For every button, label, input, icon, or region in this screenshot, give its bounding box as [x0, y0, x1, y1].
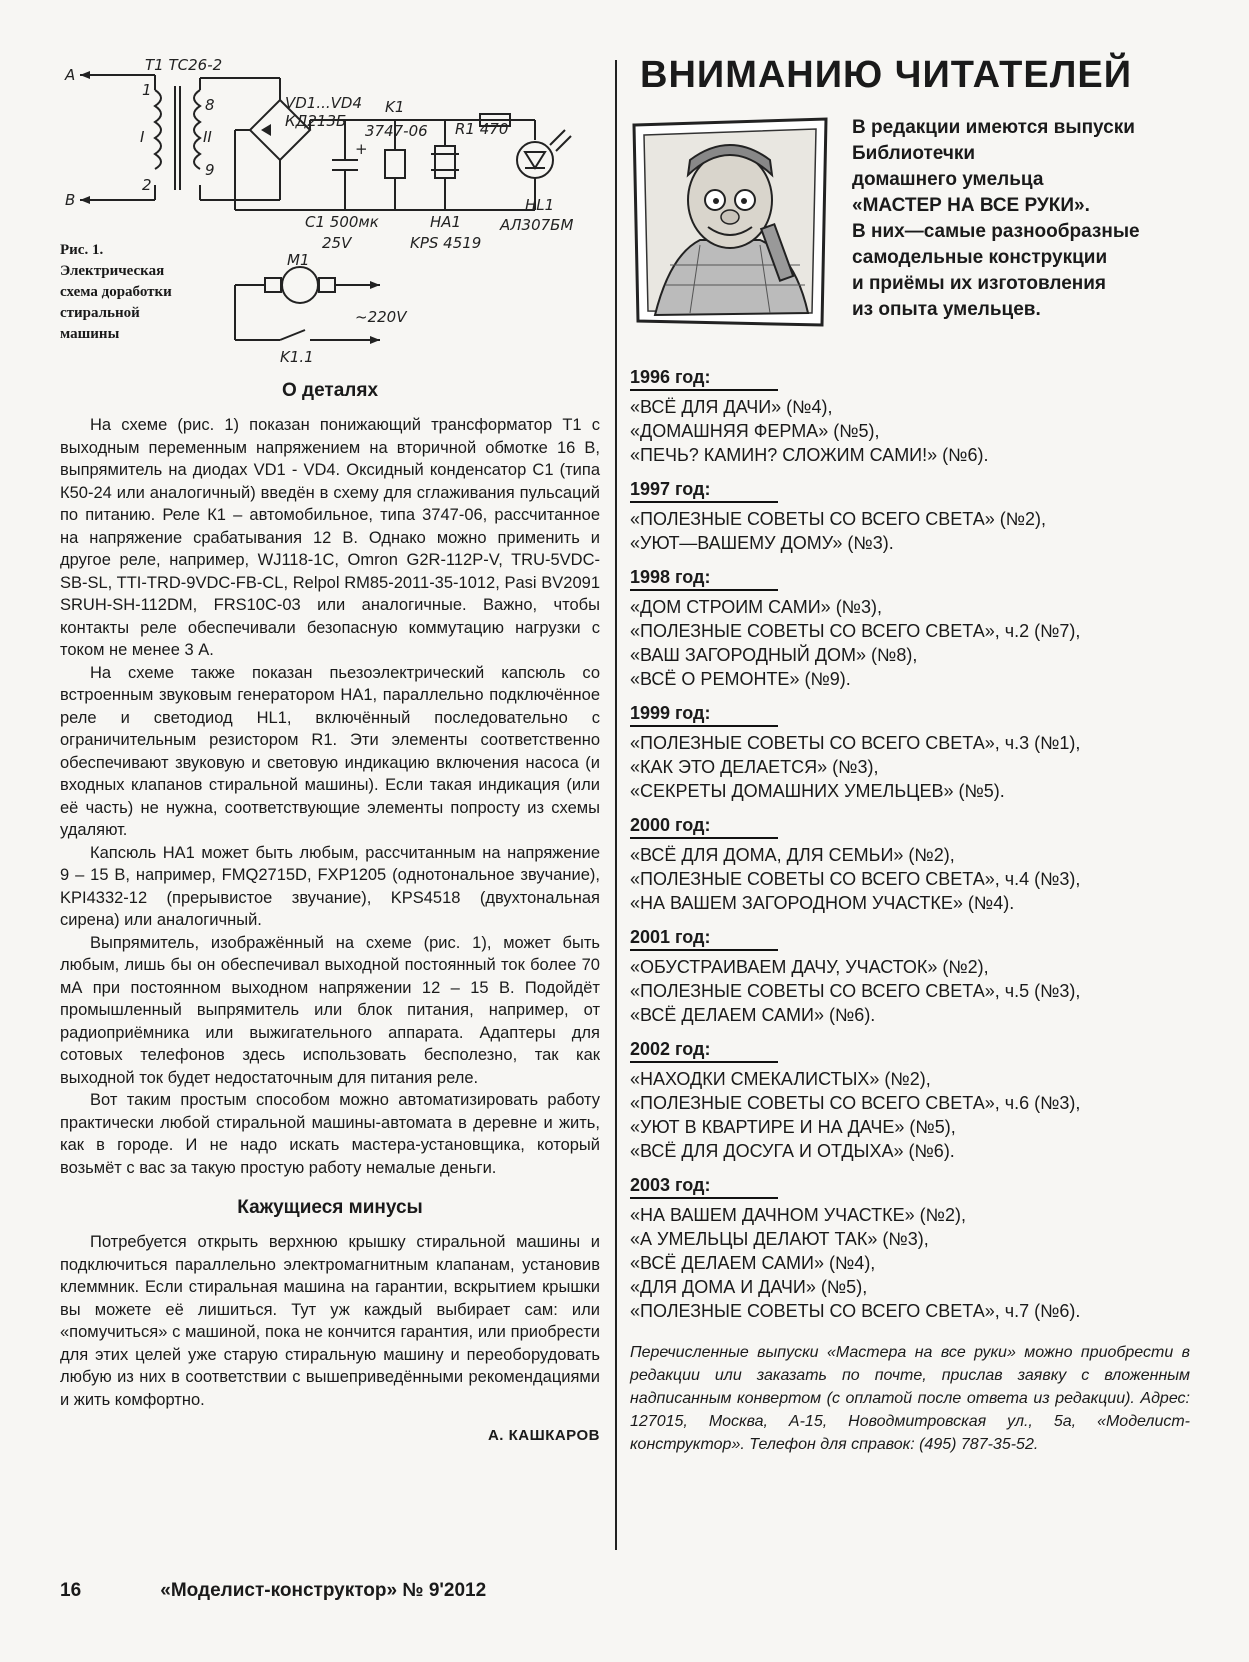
year-block-1999	[630, 703, 1190, 803]
issue-item: «ПОЛЕЗНЫЕ СОВЕТЫ СО ВСЕГО СВЕТА», ч.2 (№7),	[630, 621, 1081, 641]
craftsman-illustration	[630, 115, 830, 330]
magazine-title: «Моделист-конструктор» № 9'2012	[160, 1580, 487, 1601]
issue-item: «ПОЛЕЗНЫЕ СОВЕТЫ СО ВСЕГО СВЕТА», ч.7 (№6).	[630, 1301, 1081, 1321]
paragraph: Капсюль HA1 может быть любым, рассчитанным на напряжение 9 – 15 В, например, FMQ2715D, FXP1205 (однотональное звучание), KPI4332-12 (прерывистое звучание), KPS4518 (двухтональная сирена) или аналогичный.	[60, 843, 600, 929]
issue-item: «ВСЁ ДЕЛАЕМ САМИ» (№6).	[630, 1005, 876, 1025]
year-title: 2001 год:	[630, 927, 778, 951]
ordering-note: Перечисленные выпуски «Мастера на все руки» можно приобрести в редакции или заказать по почте, прислав заявку с вложенным надписанным конвертом (с оплатой после ответа из редакции). Адрес: 127015, Москва, А-15, Новодмитровская ул., 5а, «Моделист-конструктор». Телефон для справок: (495) 787-35-52.	[630, 1344, 1190, 1453]
issue-item: «НАХОДКИ СМЕКАЛИСТЫХ» (№2),	[630, 1069, 931, 1089]
label-m1: M1	[287, 251, 310, 269]
section-title-details: О деталях	[281, 380, 379, 401]
figure-caption: Рис. 1. Электрическая схема доработки стиральной машины	[60, 242, 172, 342]
issue-item: «ВСЁ ДЛЯ ДАЧИ» (№4),	[630, 397, 833, 417]
page-footer	[60, 1580, 600, 1602]
issue-item: «НА ВАШЕМ ДАЧНОМ УЧАСТКЕ» (№2),	[630, 1205, 966, 1225]
label-k11: K1.1	[280, 348, 314, 366]
issue-item: «ДОМАШНЯЯ ФЕРМА» (№5),	[630, 421, 880, 441]
year-title: 2000 год:	[630, 815, 778, 839]
label-plus: +	[355, 140, 368, 158]
label-pin1: 1	[142, 81, 152, 99]
label-pin9: 9	[205, 161, 215, 179]
paragraph: Вот таким простым способом можно автоматизировать работу практически любой стиральной машины-автомата в деревне и жить, как в городе. И не надо искать мастера-установщика, который возьмёт с вас за такую простую работу немалые деньги.	[60, 1091, 600, 1177]
page-number: 16	[60, 1580, 82, 1601]
label-k1: K1	[385, 98, 405, 116]
section-title-minuses: Кажущиеся минусы	[237, 1197, 423, 1218]
label-r1: R1 470	[455, 120, 509, 138]
left-column	[60, 50, 600, 1444]
issue-item: «НА ВАШЕМ ЗАГОРОДНОМ УЧАСТКЕ» (№4).	[630, 893, 1015, 913]
notice-intro: В редакции имеются выпуски Библиотечки домашнего умельца «МАСТЕР НА ВСЕ РУКИ». В них—самые разнообразные самодельные конструкции и приёмы их изготовления из опыта умельцев.	[852, 117, 1140, 320]
label-t1: T1 ТС26-2	[145, 56, 223, 74]
label-k1-type: 3747-06	[365, 122, 428, 140]
issue-item: «УЮТ В КВАРТИРЕ И НА ДАЧЕ» (№5),	[630, 1117, 956, 1137]
figure-1	[60, 50, 600, 380]
issue-item: «ПОЛЕЗНЫЕ СОВЕТЫ СО ВСЕГО СВЕТА», ч.5 (№3),	[630, 981, 1081, 1001]
paragraph: На схеме (рис. 1) показан понижающий трансформатор Т1 с выходным переменным напряжением на вторичной обмотке 16 В, выпрямитель на диодах VD1 - VD4. Оксидный конденсатор С1 (типа К50-24 или аналогичный) введён в схему для сглаживания пульсаций по питанию. Реле К1 – автомобильное, типа 3747-06, рассчитанное на напряжение срабатывания 12 В. Однако можно применить и другое реле, например, WJ118-1C, Omron G2R-112P-V, TRU-5VDC-SB-SL, TTI-TRD-9VDC-FB-CL, Relpol RM85-2011-35-1012, Pasi BV2091 SRUH-SH-112DM, FRS10C-03 или аналогичные. Важно, чтобы контакты реле обеспечивали безопасную коммутацию нагрузки с током не менее 3 А.	[60, 416, 600, 659]
label-pin2: 2	[142, 176, 152, 194]
issue-item: «ВСЁ ДЛЯ ДОМА, ДЛЯ СЕМЬИ» (№2),	[630, 845, 955, 865]
year-block-2000	[630, 815, 1190, 915]
label-winding2: II	[203, 128, 212, 146]
issue-item: «ПОЛЕЗНЫЕ СОВЕТЫ СО ВСЕГО СВЕТА», ч.3 (№1),	[630, 733, 1081, 753]
issue-item: «ДЛЯ ДОМА И ДАЧИ» (№5),	[630, 1277, 868, 1297]
issue-item: «ПЕЧЬ? КАМИН? СЛОЖИМ САМИ!» (№6).	[630, 445, 989, 465]
notice-title: ВНИМАНИЮ ЧИТАТЕЛЕЙ	[640, 54, 1133, 96]
issue-item: «КАК ЭТО ДЕЛАЕТСЯ» (№3),	[630, 757, 879, 777]
label-hl1: HL1	[525, 196, 555, 214]
label-c1: C1 500мк	[305, 213, 379, 231]
issue-item: «ОБУСТРАИВАЕМ ДАЧУ, УЧАСТОК» (№2),	[630, 957, 989, 977]
column-divider	[615, 60, 617, 1550]
article-body	[60, 380, 600, 1444]
label-a: A	[65, 66, 76, 84]
paragraph: Выпрямитель, изображённый на схеме (рис. 1), может быть любым, лишь бы он обеспечивал выходной постоянный ток более 70 мА при постоянном выходном напряжении 12 – 15 В. Подойдёт промышленный выпрямитель или блок питания, например, от радиоприёмника или выжигательного аппарата. Адаптеры для сотовых телефонов здесь использовать бесполезно, так как выходной ток будет недостаточным для питания реле.	[60, 933, 600, 1087]
paragraph: Потребуется открыть верхнюю крышку стиральной машины и подключиться параллельно электромагнитным клапанам, установив клеммник. Если стиральная машина на гарантии, вскрытием крышки вы можете её лишиться. Тут уж каждый выбирает сам: или «помучиться» с машиной, пока не кончится гарантия, или приобрести для этих целей уже старую стиральную машину и переоборудовать любую из них в соответствии с вышеприведёнными рекомендациями и жить комфортно.	[60, 1233, 600, 1409]
notice-banner	[630, 115, 1190, 355]
issue-item: «СЕКРЕТЫ ДОМАШНИХ УМЕЛЬЦЕВ» (№5).	[630, 781, 1005, 801]
year-title: 1999 год:	[630, 703, 778, 727]
issue-item: «ВСЁ ДЕЛАЕМ САМИ» (№4),	[630, 1253, 876, 1273]
year-title: 1996 год:	[630, 367, 778, 391]
label-vd: VD1...VD4	[285, 94, 363, 112]
year-block-2002	[630, 1039, 1190, 1163]
label-ha1-type: KPS 4519	[410, 234, 482, 252]
label-mains: ~220V	[355, 308, 407, 326]
year-title: 1998 год:	[630, 567, 778, 591]
label-hl1-type: АЛ307БМ	[500, 216, 574, 234]
issue-item: «А УМЕЛЬЦЫ ДЕЛАЮТ ТАК» (№3),	[630, 1229, 929, 1249]
year-title: 2002 год:	[630, 1039, 778, 1063]
label-vd-type: КД213Б	[285, 112, 347, 130]
year-block-1998	[630, 567, 1190, 691]
year-title: 2003 год:	[630, 1175, 778, 1199]
paragraph: На схеме также показан пьезоэлектрический капсюль со встроенным звуковым генератором HA1, параллельно подключённое реле и светодиод HL1, включённый последовательно с ограничительным резистором R1. Эти элементы соответственно обеспечивают звуковую и световую индикацию включения насоса (и входных клапанов стиральной машины). Если такая индикация (или её часть) не нужна, соответствующие элементы попросту из схемы удаляют.	[60, 663, 600, 839]
issue-item: «УЮТ—ВАШЕМУ ДОМУ» (№3).	[630, 533, 894, 553]
label-ha1: HA1	[430, 213, 462, 231]
right-column	[630, 50, 1190, 1456]
year-block-2003	[630, 1175, 1190, 1323]
issue-item: «ВСЁ О РЕМОНТЕ» (№9).	[630, 669, 851, 689]
label-winding1: I	[140, 128, 145, 146]
issue-item: «ПОЛЕЗНЫЕ СОВЕТЫ СО ВСЕГО СВЕТА» (№2),	[630, 509, 1047, 529]
author: А. КАШКАРОВ	[487, 1427, 600, 1444]
label-pin8: 8	[205, 96, 215, 114]
year-block-1997	[630, 479, 1190, 555]
label-c1-voltage: 25V	[322, 234, 352, 252]
issue-item: «ПОЛЕЗНЫЕ СОВЕТЫ СО ВСЕГО СВЕТА», ч.4 (№3),	[630, 869, 1081, 889]
issue-item: «ВАШ ЗАГОРОДНЫЙ ДОМ» (№8),	[630, 645, 918, 665]
year-block-2001	[630, 927, 1190, 1027]
issue-item: «ПОЛЕЗНЫЕ СОВЕТЫ СО ВСЕГО СВЕТА», ч.6 (№3),	[630, 1093, 1081, 1113]
label-b: B	[65, 191, 76, 209]
issue-item: «ДОМ СТРОИМ САМИ» (№3),	[630, 597, 882, 617]
year-title: 1997 год:	[630, 479, 778, 503]
issue-item: «ВСЁ ДЛЯ ДОСУГА И ОТДЫХА» (№6).	[630, 1141, 955, 1161]
year-block-1996	[630, 367, 1190, 467]
